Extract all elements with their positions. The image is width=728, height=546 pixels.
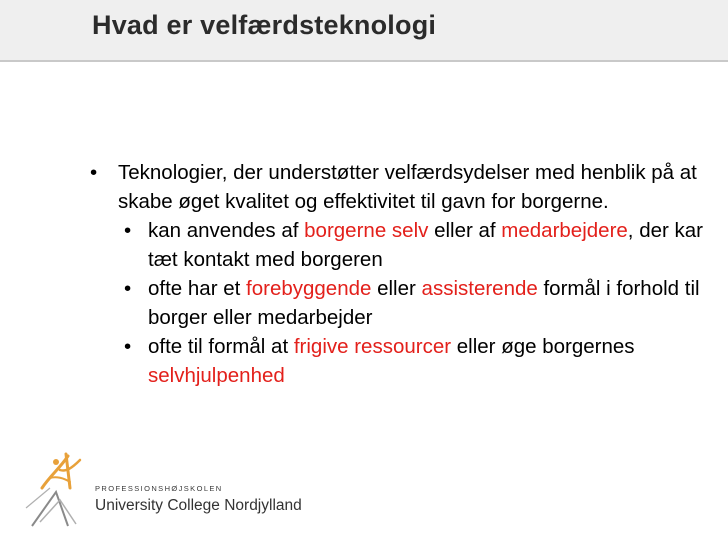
sub3-highlight-1: frigive ressourcer	[293, 335, 452, 358]
logo-line-1: PROFESSIONSHØJSKOLEN	[95, 484, 223, 493]
slide-title: Hvad er velfærdsteknologi	[92, 10, 437, 40]
sub3-text-2: eller øge borgernes	[451, 335, 635, 358]
slide-content	[90, 158, 710, 390]
sub2-highlight-2: assisterende	[421, 277, 538, 300]
title-bar	[0, 0, 728, 62]
sub3-text-1: ofte til formål at	[148, 335, 294, 358]
sub1-text-3: , der kar tæt kontakt med borgeren	[148, 219, 703, 271]
sub2-text-2: eller	[371, 277, 422, 300]
bullet-sub-2	[124, 274, 710, 332]
bullet-main-text: Teknologier, der understøtter velfærdsydelser med henblik på at skabe øget kvalitet og effektivitet til gavn for borgerne.	[118, 161, 697, 213]
sub2-text-1: ofte har et	[148, 277, 247, 300]
sub1-text-2: eller af	[428, 219, 502, 242]
bullet-sub-3	[124, 332, 710, 390]
bullet-icon: •	[124, 335, 132, 358]
bullet-icon: •	[124, 277, 132, 300]
sub2-text-3: formål i forhold til borger eller medarbejder	[148, 277, 700, 329]
bullet-main	[90, 158, 710, 216]
sub2-highlight-1: forebyggende	[246, 277, 372, 300]
logo-line-2: University College Nordjylland	[95, 497, 302, 514]
sub1-highlight-1: borgerne selv	[304, 219, 429, 242]
sub3-highlight-2: selvhjulpenhed	[148, 364, 285, 387]
bullet-sub-1	[124, 216, 710, 274]
sub1-highlight-2: medarbejdere	[501, 219, 628, 242]
bullet-icon: •	[124, 219, 132, 242]
sub1-text-1: kan anvendes af	[148, 219, 305, 242]
bullet-icon: •	[90, 161, 98, 184]
